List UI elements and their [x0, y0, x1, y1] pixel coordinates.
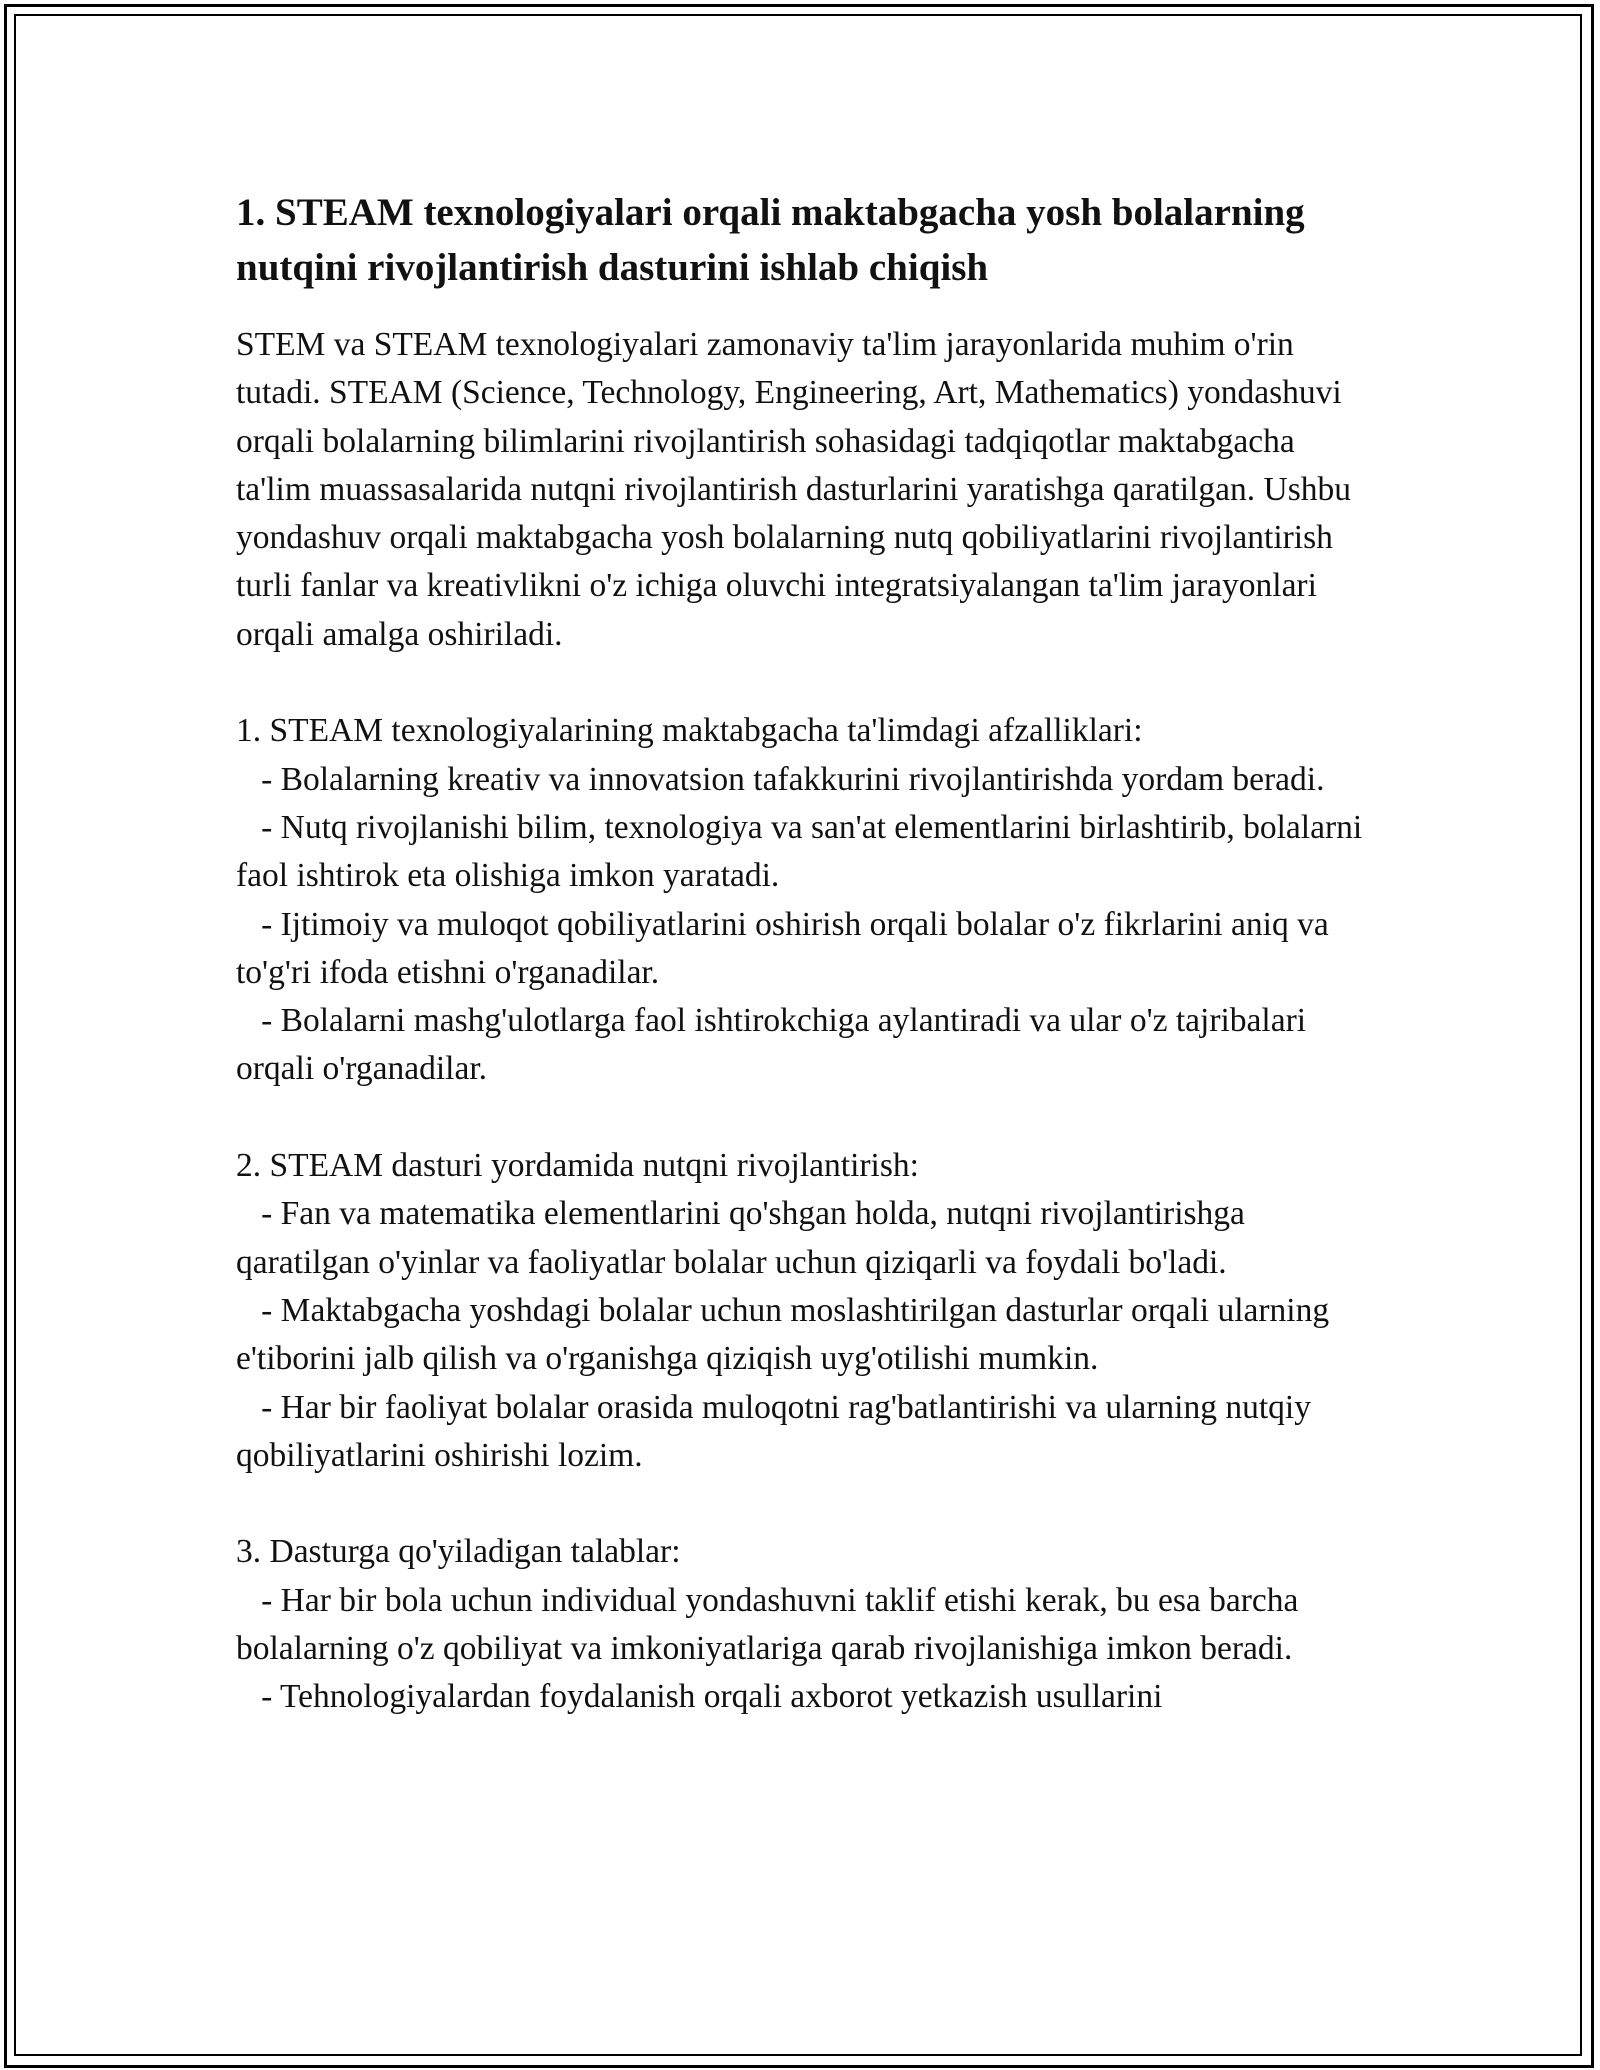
section-heading: 3. Dasturga qo'yiladigan talablar:: [236, 1533, 681, 1571]
list-item: - Nutq rivojlanishi bilim, texnologiya va san'at elementlarini birlashtirib, bolalarni faol ishtirok eta olishiga imkon yaratadi.: [236, 808, 1371, 895]
list-item: - Har bir faoliyat bolalar orasida muloqotni rag'batlantirishi va ularning nutqiy qobiliyatlarini oshirishi lozim.: [236, 1388, 1320, 1474]
document-title: 1. STEAM texnologiyalari orqali maktabgacha yosh bolalarning nutqini rivojlantirish dasturini ishlab chiqish: [236, 191, 1305, 289]
list-item: - Bolalarni mashg'ulotlarga faol ishtirokchiga aylantiradi va ular o'z tajribalari orqali o'rganadilar.: [236, 1002, 1315, 1088]
section-advantages: [236, 707, 1371, 1093]
section-heading: 1. STEAM texnologiyalarining maktabgacha ta'limdagi afzalliklari:: [236, 712, 1143, 750]
list-item: - Maktabgacha yoshdagi bolalar uchun moslashtirilgan dasturlar orqali ularning e'tiborini jalb qilish va o'rganishga qiziqish uyg'otilishi mumkin.: [236, 1291, 1338, 1378]
section-item-list: [236, 1190, 1366, 1480]
list-item: - Bolalarning kreativ va innovatsion tafakkurini rivojlantirishda yordam beradi.: [236, 760, 1325, 798]
list-item: - Har bir bola uchun individual yondashuvni taklif etishi kerak, bu esa barcha bolalarning o'z qobiliyat va imkoniyatlariga qarab rivojlanishiga imkon beradi.: [236, 1581, 1307, 1668]
document-body: [236, 185, 1371, 1722]
list-item: - Ijtimoiy va muloqot qobiliyatlarini oshirish orqali bolalar o'z fikrlarini aniq va to'g'ri ifoda etishni o'rganadilar.: [236, 905, 1338, 991]
intro-paragraph: STEM va STEAM texnologiyalari zamonaviy ta'lim jarayonlarida muhim o'rin tutadi. STEAM (Science, Technology, Engineering, Art, Mathematics) yondashuvi orqali bolalarning bilimlarini rivojlantirish sohasidagi tadqiqotlar maktabgacha ta'lim muassasalarida nutqni rivojlantirish dasturlarini yaratishga qaratilgan. Ushbu yondashuv orqali maktabgacha yosh bolalarning nutq qobiliyatlarini rivojlantirish turli fanlar va kreativlikni o'z ichiga oluvchi integratsiyalangan ta'lim jarayonlari orqali amalga oshiriladi.: [236, 326, 1351, 653]
section-item-list: [236, 756, 1371, 1094]
list-item: - Fan va matematika elementlarini qo'shgan holda, nutqni rivojlantirishga qaratilgan o'yinlar va faoliyatlar bolalar uchun qiziqarli va foydali bo'ladi.: [236, 1195, 1254, 1281]
list-item: - Tehnologiyalardan foydalanish orqali axborot yetkazish usullarini: [236, 1678, 1163, 1716]
section-item-list: [236, 1577, 1366, 1722]
section-speech-development: [236, 1142, 1366, 1480]
section-heading: 2. STEAM dasturi yordamida nutqni rivojlantirish:: [236, 1147, 919, 1185]
section-requirements: [236, 1528, 1366, 1721]
